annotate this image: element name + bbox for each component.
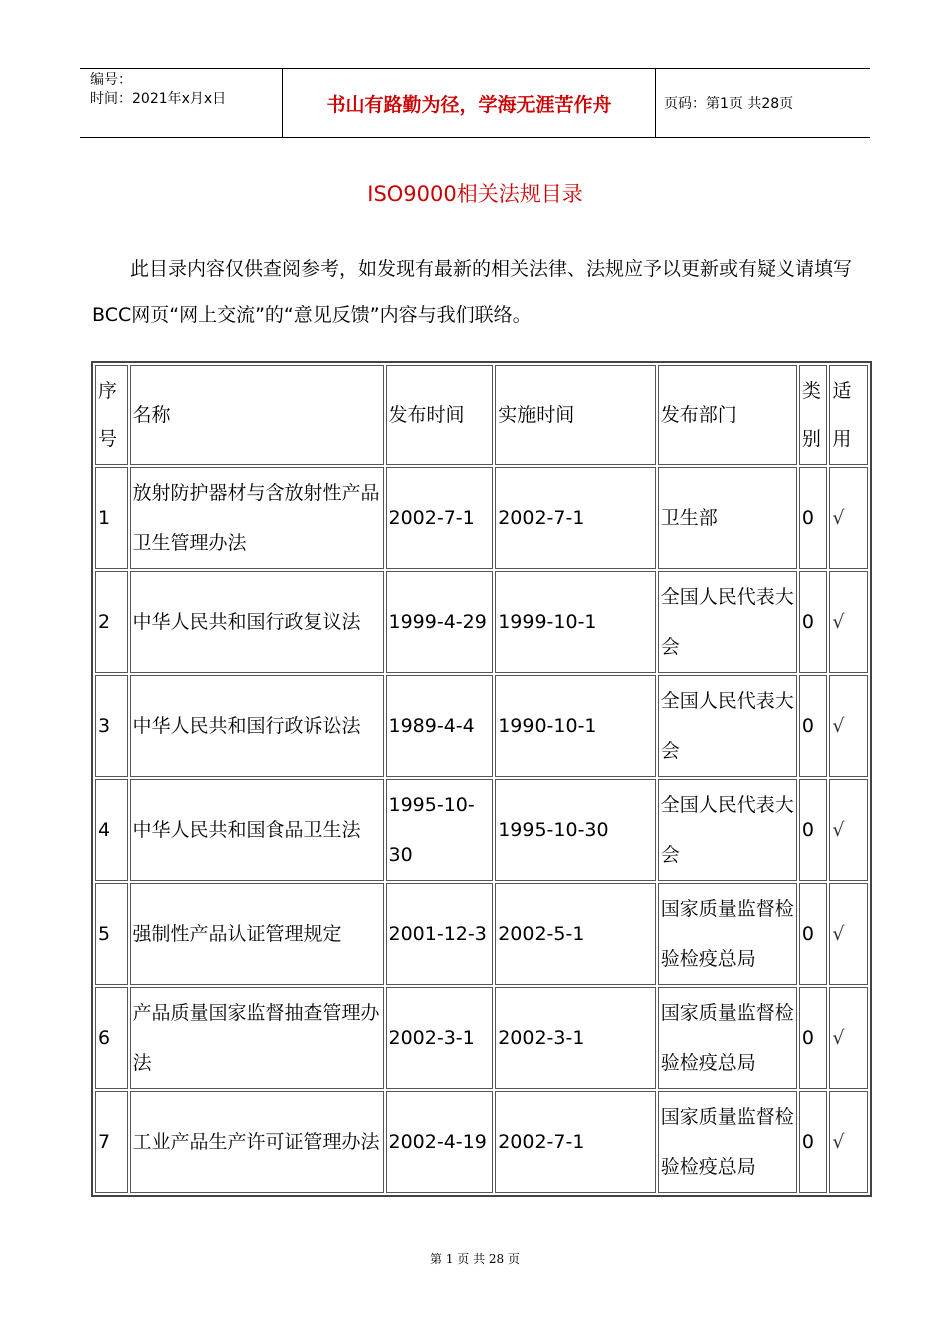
cell-applicable: √ (829, 675, 868, 777)
cell-no: 6 (95, 987, 128, 1089)
page-header (80, 68, 870, 138)
cell-applicable: √ (829, 883, 868, 985)
cell-applicable: √ (829, 1091, 868, 1193)
table-row (95, 1091, 868, 1193)
cell-category: 0 (799, 571, 827, 673)
header-motto: 书山有路勤为径，学海无涯苦作舟 (282, 69, 656, 137)
header-meta (80, 69, 282, 137)
cell-no: 2 (95, 571, 128, 673)
cell-department: 国家质量监督检验检疫总局 (658, 883, 797, 985)
cell-effective: 2002-3-1 (495, 987, 656, 1089)
cell-no: 5 (95, 883, 128, 985)
header-page-info: 页码：第1页 共28页 (664, 96, 794, 112)
header-department: 发布部门 (658, 365, 797, 465)
table-row (95, 883, 868, 985)
cell-applicable: √ (829, 467, 868, 569)
header-name: 名称 (130, 365, 384, 465)
cell-category: 0 (799, 675, 827, 777)
cell-department: 全国人民代表大会 (658, 571, 797, 673)
cell-applicable: √ (829, 987, 868, 1089)
cell-effective: 1990-10-1 (495, 675, 656, 777)
cell-department: 全国人民代表大会 (658, 675, 797, 777)
cell-applicable: √ (829, 571, 868, 673)
cell-department: 卫生部 (658, 467, 797, 569)
cell-published: 2002-7-1 (386, 467, 494, 569)
cell-category: 0 (799, 779, 827, 881)
cell-no: 3 (95, 675, 128, 777)
cell-name: 产品质量国家监督抽查管理办法 (130, 987, 384, 1089)
cell-effective: 2002-7-1 (495, 467, 656, 569)
table-row (95, 779, 868, 881)
cell-published: 2002-4-19 (386, 1091, 494, 1193)
cell-category: 0 (799, 883, 827, 985)
table-row (95, 467, 868, 569)
header-no: 序号 (95, 365, 128, 465)
cell-published: 2001-12-3 (386, 883, 494, 985)
cell-department: 全国人民代表大会 (658, 779, 797, 881)
cell-name: 工业产品生产许可证管理办法 (130, 1091, 384, 1193)
header-category: 类别 (799, 365, 827, 465)
header-published: 发布时间 (386, 365, 494, 465)
cell-name: 中华人民共和国行政诉讼法 (130, 675, 384, 777)
cell-published: 2002-3-1 (386, 987, 494, 1089)
cell-name: 中华人民共和国行政复议法 (130, 571, 384, 673)
cell-no: 1 (95, 467, 128, 569)
regulations-table (91, 361, 872, 1197)
table-header-row (95, 365, 868, 465)
cell-applicable: √ (829, 779, 868, 881)
header-applicable: 适用 (829, 365, 868, 465)
cell-published: 1989-4-4 (386, 675, 494, 777)
date-label: 时间：2021年x月x日 (90, 91, 227, 107)
intro-paragraph: 此目录内容仅供查阅参考，如发现有最新的相关法律、法规应予以更新或有疑义请填写BCC网页“网上交流”的“意见反馈”内容与我们联络。 (92, 258, 853, 326)
cell-category: 0 (799, 467, 827, 569)
cell-department: 国家质量监督检验检疫总局 (658, 1091, 797, 1193)
cell-category: 0 (799, 1091, 827, 1193)
cell-category: 0 (799, 987, 827, 1089)
cell-effective: 2002-7-1 (495, 1091, 656, 1193)
table-row (95, 675, 868, 777)
cell-name: 强制性产品认证管理规定 (130, 883, 384, 985)
cell-effective: 2002-5-1 (495, 883, 656, 985)
page-footer: 第 1 页 共 28 页 (430, 1252, 520, 1266)
cell-department: 国家质量监督检验检疫总局 (658, 987, 797, 1089)
cell-effective: 1995-10-30 (495, 779, 656, 881)
cell-effective: 1999-10-1 (495, 571, 656, 673)
cell-name: 放射防护器材与含放射性产品卫生管理办法 (130, 467, 384, 569)
document-title: ISO9000相关法规目录 (367, 182, 583, 206)
table-row (95, 571, 868, 673)
table-row (95, 987, 868, 1089)
cell-name: 中华人民共和国食品卫生法 (130, 779, 384, 881)
cell-no: 7 (95, 1091, 128, 1193)
header-effective: 实施时间 (495, 365, 656, 465)
cell-no: 4 (95, 779, 128, 881)
cell-published: 1999-4-29 (386, 571, 494, 673)
number-label: 编号： (90, 72, 132, 88)
cell-published: 1995-10-30 (386, 779, 494, 881)
